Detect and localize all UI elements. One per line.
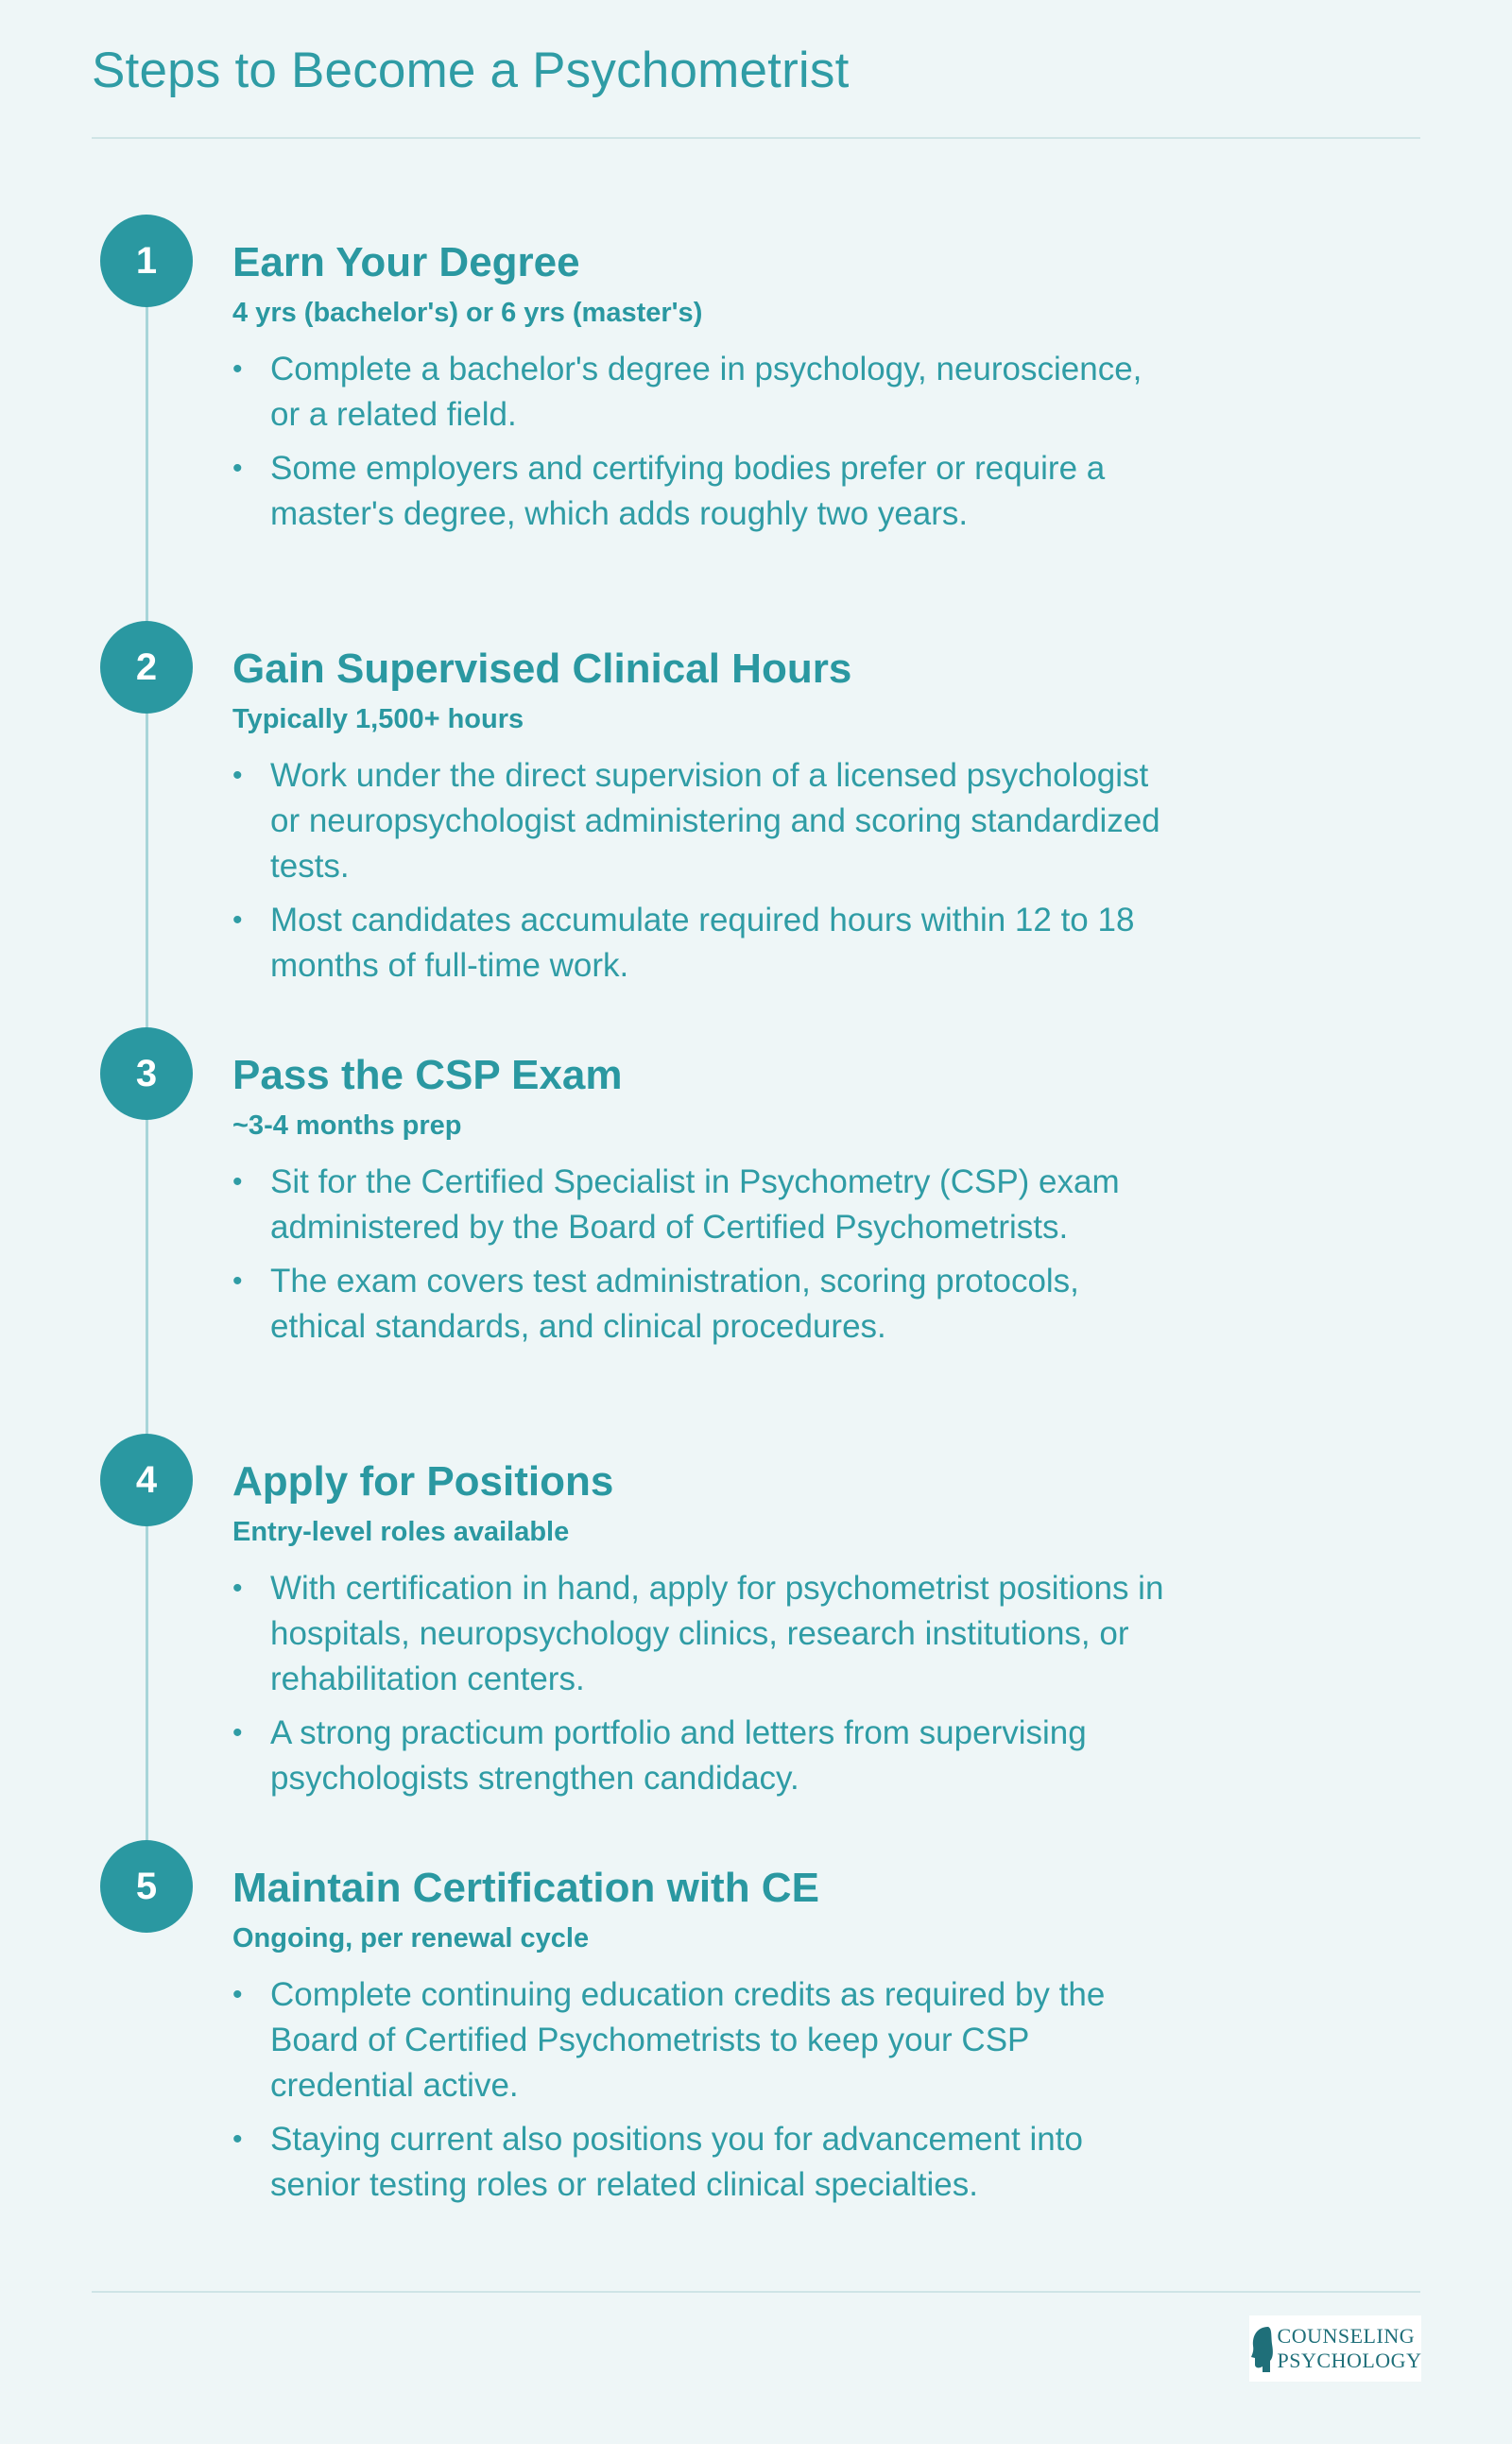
step-bullet: • Most candidates accumulate required hours within 12 to 18 months of full-time work. [232, 898, 1177, 989]
footer-divider [92, 2291, 1420, 2293]
logo-wordmark [1278, 2324, 1422, 2373]
step-bullet: • A strong practicum portfolio and letters from supervising psychologists strengthen candidacy. [232, 1711, 1177, 1801]
step-number-badge: 1 [100, 215, 193, 307]
step-bullet-list [232, 1160, 1177, 1358]
step-bullet: • With certification in hand, apply for psychometrist positions in hospitals, neuropsychology clinics, research institutions, or rehabilitation centers. [232, 1566, 1177, 1702]
logo-line-2: PSYCHOLOGY [1277, 2349, 1422, 2372]
step-bullet-list [232, 347, 1177, 545]
step-duration: Entry-level roles available [232, 1517, 570, 1547]
step-duration: 4 yrs (bachelor's) or 6 yrs (master's) [232, 298, 703, 328]
step-number-badge: 5 [100, 1840, 193, 1933]
step-bullet: • Staying current also positions you for advancement into senior testing roles or related clinical specialties. [232, 2117, 1177, 2208]
head-profile-icon [1249, 2323, 1274, 2374]
step-bullet: • The exam covers test administration, scoring protocols, ethical standards, and clinical procedures. [232, 1259, 1177, 1350]
step-bullet-list [232, 1566, 1177, 1810]
step-number-badge: 3 [100, 1027, 193, 1120]
step-bullet-list [232, 1972, 1177, 2216]
step-bullet-list [232, 753, 1177, 997]
step-duration: ~3-4 months prep [232, 1110, 462, 1141]
step-title: Pass the CSP Exam [232, 1052, 623, 1098]
step-title: Apply for Positions [232, 1458, 614, 1505]
step-bullet: • Some employers and certifying bodies prefer or require a master's degree, which adds roughly two years. [232, 446, 1177, 537]
step-title: Maintain Certification with CE [232, 1865, 819, 1911]
step-number-badge: 2 [100, 621, 193, 714]
step-number-badge: 4 [100, 1434, 193, 1526]
step-duration: Ongoing, per renewal cycle [232, 1923, 590, 1953]
counseling-psychology-logo [1249, 2315, 1421, 2382]
step-title: Gain Supervised Clinical Hours [232, 645, 852, 692]
logo-line-1: COUNSELING [1277, 2324, 1416, 2348]
step-duration: Typically 1,500+ hours [232, 704, 524, 734]
step-bullet: • Work under the direct supervision of a licensed psychologist or neuropsychologist administering and scoring standardized tests. [232, 753, 1177, 889]
step-bullet: • Complete a bachelor's degree in psychology, neuroscience, or a related field. [232, 347, 1177, 438]
step-title: Earn Your Degree [232, 239, 580, 285]
step-bullet: • Complete continuing education credits as required by the Board of Certified Psychometrists to keep your CSP credential active. [232, 1972, 1177, 2108]
header-divider [92, 137, 1420, 139]
page-title: Steps to Become a Psychometrist [92, 43, 850, 98]
step-bullet: • Sit for the Certified Specialist in Psychometry (CSP) exam administered by the Board of Certified Psychometrists. [232, 1160, 1177, 1250]
